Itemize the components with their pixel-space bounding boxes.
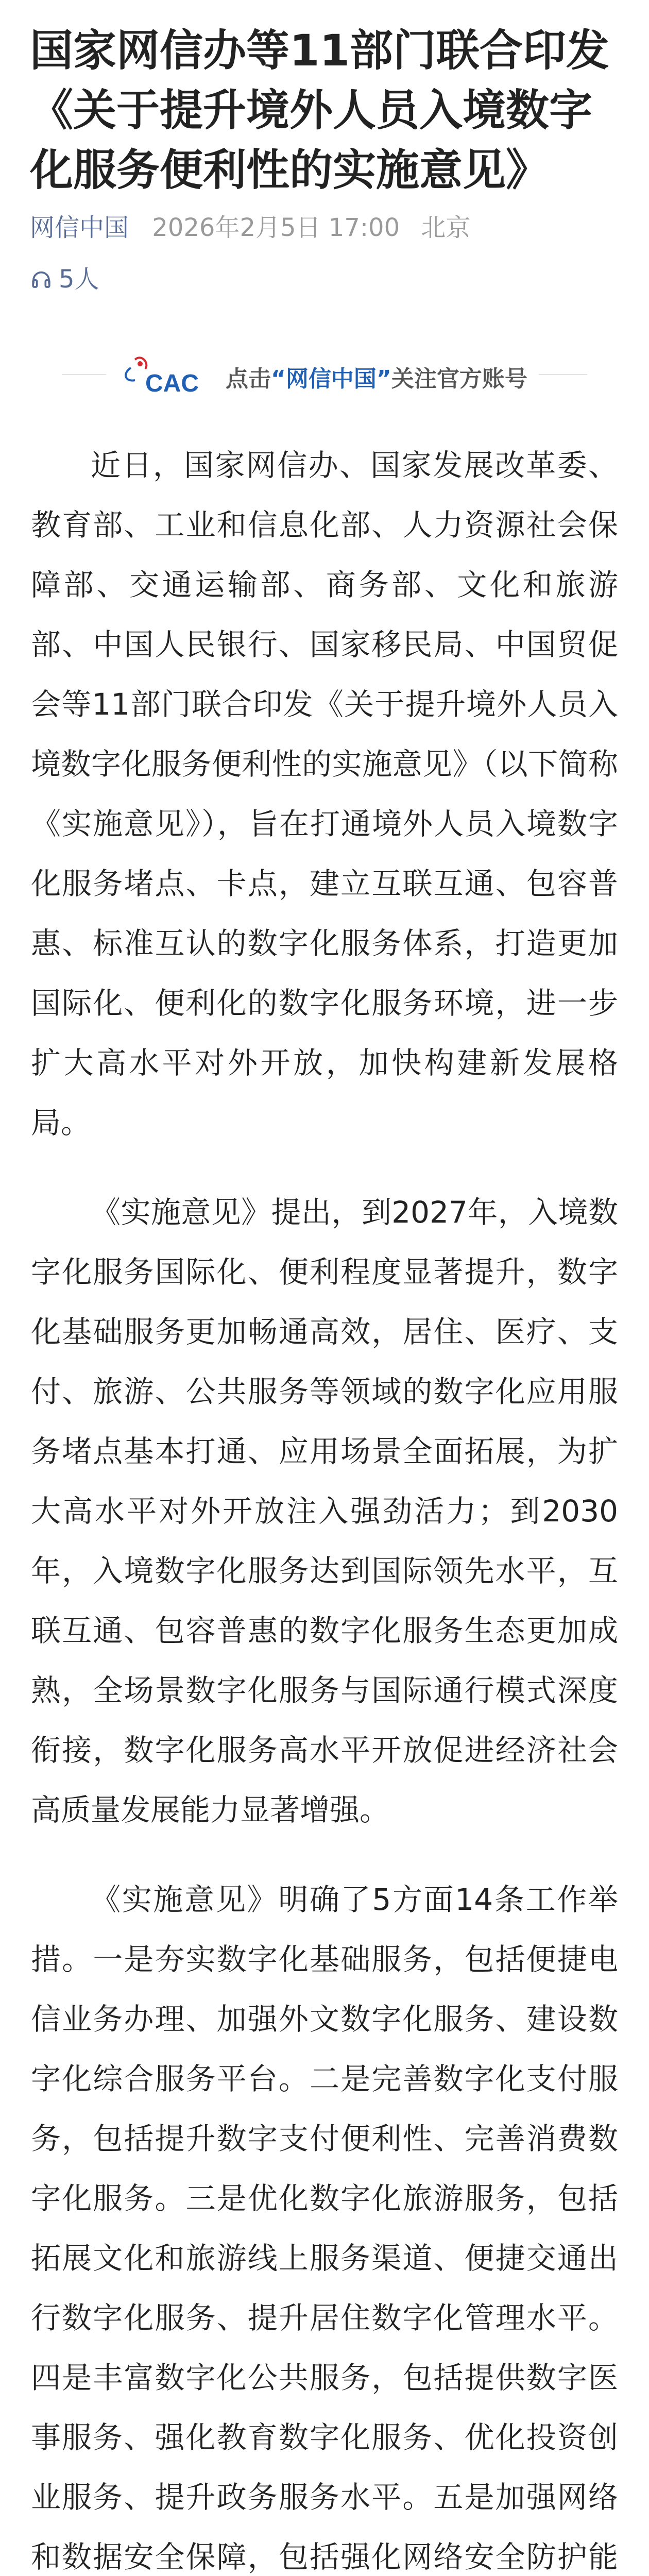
logo-text: CAC [145,370,199,397]
cac-logo [117,348,215,405]
follow-text-prefix: 点击 [226,366,271,392]
listener-count: 5人 [59,265,99,294]
follow-text-suffix: 关注官方账号 [391,366,527,392]
article-title: 国家网信办等11部门联合印发《关于提升境外人员入境数字化服务便利性的实施意见》 [30,25,609,195]
follow-text [226,360,527,393]
publish-location: 北京 [421,213,471,242]
follow-banner[interactable] [62,344,587,409]
article-paragraph-2: 《实施意见》提出，到2027年，入境数字化服务国际化、便利程度显著提升，数字化基础服务更加畅通高效，居住、医疗、支付、旅游、公共服务等领域的数字化应用服务堵点基本打通、应用场景全面拓展，为扩大高水平对外开放注入强劲活力；到2030年，入境数字化服务达到国际领先水平，互联互通、包容普惠的数字化服务生态更加成熟，全场景数字化服务与国际通行模式深度衔接，数字化服务高水平开放促进经济社会高质量发展能力显著增强。 [31,1195,618,1827]
follow-text-account: “网信中国” [271,366,391,392]
publish-datetime: 2026年2月5日 17:00 [152,213,400,242]
article-body [31,435,618,2576]
headphones-icon [31,269,52,290]
article-paragraph-3: 《实施意见》明确了5方面14条工作举措。一是夯实数字化基础服务，包括便捷电信业务办理、加强外文数字化服务、建设数字化综合服务平台。二是完善数字化支付服务，包括提升数字支付便利性、完善消费数字化服务。三是优化数字化旅游服务，包括拓展文化和旅游线上服务渠道、便捷交通出行数字化服务、提升居住数字化管理水平。四是丰富数字化公共服务，包括提供数字医事服务、强化教育数字化服务、优化投资创业服务、提升政务服务水平。五是加强网络和数据安全保障，包括强化网络安全防护能 [31,1882,618,2574]
article-paragraph-1: 近日，国家网信办、国家发展改革委、教育部、工业和信息化部、人力资源社会保障部、交通运输部、商务部、文化和旅游部、中国人民银行、国家移民局、中国贸促会等11部门联合印发《关于提升境外人员入境数字化服务便利性的实施意见》（以下简称《实施意见》），旨在打通境外人员入境数字化服务堵点、卡点，建立互联互通、包容普惠、标准互认的数字化服务体系，打造更加国际化、便利化的数字化服务环境，进一步扩大高水平对外开放，加快构建新发展格局。 [31,448,618,1140]
banner-content [106,344,539,409]
listen-button[interactable] [31,264,99,295]
account-name-link[interactable]: 网信中国 [30,213,129,242]
article-meta [30,212,470,243]
